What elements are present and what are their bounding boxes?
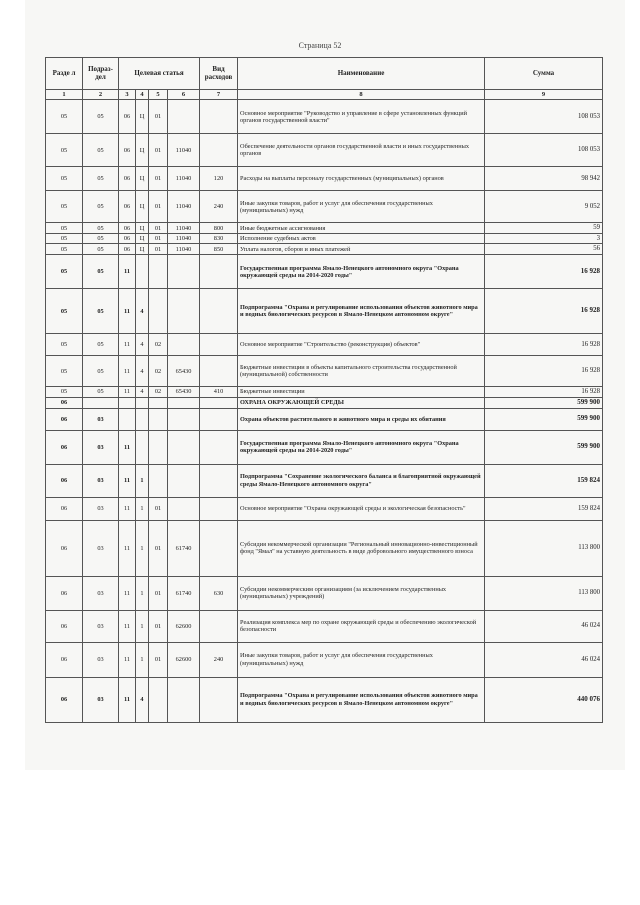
- table-header-row: [46, 58, 603, 90]
- sum-cell: 59: [485, 223, 603, 234]
- column-index-cell: 5: [149, 90, 168, 100]
- sum-cell: 108 053: [485, 134, 603, 167]
- podrazdel-cell: 05: [83, 334, 119, 356]
- razdel-cell: 05: [46, 255, 83, 289]
- vid-cell: 850: [200, 244, 238, 255]
- vid-cell: 240: [200, 642, 238, 677]
- name-cell: Иные закупки товаров, работ и услуг для обеспечения государственных (муниципальных) нужд: [238, 642, 485, 677]
- activity-cell: [149, 430, 168, 464]
- name-cell: Основное мероприятие "Строительство (реконструкция) объектов": [238, 334, 485, 356]
- activity-cell: 01: [149, 191, 168, 223]
- subprogram-cell: [136, 430, 149, 464]
- name-cell: Обеспечение деятельности органов государственной власти и иных государственных органов: [238, 134, 485, 167]
- program-cell: [119, 408, 136, 430]
- razdel-cell: 05: [46, 233, 83, 244]
- direction-cell: 65430: [168, 387, 200, 398]
- subprogram-cell: Ц: [136, 244, 149, 255]
- razdel-cell: 06: [46, 610, 83, 642]
- direction-cell: [168, 430, 200, 464]
- subprogram-cell: Ц: [136, 233, 149, 244]
- column-index-cell: 6: [168, 90, 200, 100]
- sum-cell: 599 900: [485, 408, 603, 430]
- podrazdel-cell: 03: [83, 464, 119, 497]
- razdel-cell: 05: [46, 100, 83, 134]
- table-row: [46, 430, 603, 464]
- activity-cell: 01: [149, 100, 168, 134]
- table-row: [46, 464, 603, 497]
- activity-cell: 01: [149, 223, 168, 234]
- program-cell: 11: [119, 610, 136, 642]
- sum-cell: 440 076: [485, 677, 603, 722]
- vid-cell: 410: [200, 387, 238, 398]
- program-cell: [119, 397, 136, 408]
- subprogram-cell: 4: [136, 356, 149, 387]
- sum-cell: 98 942: [485, 167, 603, 191]
- razdel-cell: 06: [46, 497, 83, 520]
- program-cell: 11: [119, 464, 136, 497]
- vid-cell: 800: [200, 223, 238, 234]
- table-row: [46, 289, 603, 334]
- name-cell: Подпрограмма "Охрана и регулирование использования объектов животного мира и водных биологических ресурсов в Ямало-Ненецком автономном округе": [238, 289, 485, 334]
- subprogram-cell: 1: [136, 520, 149, 576]
- sum-cell: 16 928: [485, 387, 603, 398]
- podrazdel-cell: 03: [83, 576, 119, 610]
- subprogram-cell: [136, 397, 149, 408]
- header-celevaya-statya: Целевая статья: [119, 58, 200, 90]
- vid-cell: [200, 134, 238, 167]
- razdel-cell: 06: [46, 397, 83, 408]
- razdel-cell: 05: [46, 334, 83, 356]
- program-cell: 06: [119, 167, 136, 191]
- podrazdel-cell: 03: [83, 430, 119, 464]
- name-cell: Государственная программа Ямало-Ненецкого автономного округа "Охрана окружающей среды на 2014-2020 годы": [238, 255, 485, 289]
- sum-cell: 16 928: [485, 255, 603, 289]
- subprogram-cell: 1: [136, 642, 149, 677]
- razdel-cell: 06: [46, 430, 83, 464]
- table-row: [46, 397, 603, 408]
- vid-cell: 240: [200, 191, 238, 223]
- name-cell: Уплата налогов, сборов и иных платежей: [238, 244, 485, 255]
- subprogram-cell: 1: [136, 610, 149, 642]
- podrazdel-cell: 05: [83, 167, 119, 191]
- vid-cell: 630: [200, 576, 238, 610]
- name-cell: Субсидия некоммерческой организации "Региональный инновационно-инвестиционный фонд "Ямал" на уставную деятельность в виде добровольного имущественного взноса: [238, 520, 485, 576]
- vid-cell: [200, 520, 238, 576]
- header-summa: Сумма: [485, 58, 603, 90]
- razdel-cell: 05: [46, 223, 83, 234]
- name-cell: Расходы на выплаты персоналу государственных (муниципальных) органов: [238, 167, 485, 191]
- sum-cell: 113 800: [485, 576, 603, 610]
- sum-cell: 46 024: [485, 642, 603, 677]
- page-number: Страница 52: [298, 41, 342, 50]
- name-cell: Иные закупки товаров, работ и услуг для обеспечения государственных (муниципальных) нужд: [238, 191, 485, 223]
- subprogram-cell: Ц: [136, 167, 149, 191]
- name-cell: Исполнение судебных актов: [238, 233, 485, 244]
- table-row: [46, 134, 603, 167]
- activity-cell: [149, 289, 168, 334]
- sum-cell: 9 052: [485, 191, 603, 223]
- program-cell: 11: [119, 387, 136, 398]
- direction-cell: [168, 255, 200, 289]
- header-vid-rashodov: Вид расходов: [200, 58, 238, 90]
- direction-cell: [168, 464, 200, 497]
- table-row: [46, 244, 603, 255]
- podrazdel-cell: 05: [83, 134, 119, 167]
- name-cell: Основное мероприятие "Руководство и управление в сфере установленных функций органов государственной власти": [238, 100, 485, 134]
- podrazdel-cell: 05: [83, 387, 119, 398]
- direction-cell: 62600: [168, 642, 200, 677]
- subprogram-cell: 1: [136, 576, 149, 610]
- program-cell: 06: [119, 233, 136, 244]
- sum-cell: 46 024: [485, 610, 603, 642]
- column-index-cell: 4: [136, 90, 149, 100]
- vid-cell: [200, 255, 238, 289]
- direction-cell: 11040: [168, 223, 200, 234]
- sum-cell: 159 824: [485, 464, 603, 497]
- program-cell: 11: [119, 576, 136, 610]
- name-cell: Субсидии некоммерческим организациям (за исключением государственных (муниципальных) учреждений): [238, 576, 485, 610]
- sum-cell: 16 928: [485, 356, 603, 387]
- razdel-cell: 05: [46, 289, 83, 334]
- column-index-cell: 8: [238, 90, 485, 100]
- table-body: [46, 100, 603, 722]
- program-cell: 11: [119, 642, 136, 677]
- razdel-cell: 05: [46, 167, 83, 191]
- podrazdel-cell: 05: [83, 223, 119, 234]
- sum-cell: 599 900: [485, 397, 603, 408]
- activity-cell: 02: [149, 334, 168, 356]
- column-index-cell: 9: [485, 90, 603, 100]
- table-row: [46, 497, 603, 520]
- activity-cell: 01: [149, 497, 168, 520]
- activity-cell: 01: [149, 134, 168, 167]
- table-row: [46, 223, 603, 234]
- podrazdel-cell: 05: [83, 191, 119, 223]
- sum-cell: 56: [485, 244, 603, 255]
- sum-cell: 16 928: [485, 289, 603, 334]
- table-row: [46, 255, 603, 289]
- sum-cell: 108 053: [485, 100, 603, 134]
- razdel-cell: 05: [46, 244, 83, 255]
- razdel-cell: 05: [46, 134, 83, 167]
- program-cell: 06: [119, 100, 136, 134]
- program-cell: 11: [119, 677, 136, 722]
- activity-cell: 01: [149, 576, 168, 610]
- table-row: [46, 356, 603, 387]
- name-cell: Бюджетные инвестиции: [238, 387, 485, 398]
- table-row: [46, 167, 603, 191]
- sum-cell: 159 824: [485, 497, 603, 520]
- subprogram-cell: Ц: [136, 134, 149, 167]
- direction-cell: [168, 334, 200, 356]
- activity-cell: [149, 255, 168, 289]
- table-row: [46, 520, 603, 576]
- header-razdel: Разде л: [46, 58, 83, 90]
- vid-cell: 120: [200, 167, 238, 191]
- activity-cell: 01: [149, 244, 168, 255]
- subprogram-cell: [136, 408, 149, 430]
- sum-cell: 113 800: [485, 520, 603, 576]
- vid-cell: [200, 334, 238, 356]
- podrazdel-cell: 03: [83, 610, 119, 642]
- direction-cell: [168, 397, 200, 408]
- podrazdel-cell: 03: [83, 497, 119, 520]
- vid-cell: [200, 497, 238, 520]
- subprogram-cell: 1: [136, 497, 149, 520]
- podrazdel-cell: 03: [83, 520, 119, 576]
- budget-table: [45, 57, 603, 723]
- direction-cell: [168, 100, 200, 134]
- name-cell: Государственная программа Ямало-Ненецкого автономного округа "Охрана окружающей среды на 2014-2020 годы": [238, 430, 485, 464]
- razdel-cell: 06: [46, 677, 83, 722]
- direction-cell: [168, 497, 200, 520]
- razdel-cell: 05: [46, 356, 83, 387]
- table-row: [46, 576, 603, 610]
- table-row: [46, 642, 603, 677]
- vid-cell: [200, 408, 238, 430]
- razdel-cell: 06: [46, 520, 83, 576]
- vid-cell: [200, 356, 238, 387]
- vid-cell: [200, 289, 238, 334]
- table-row: [46, 334, 603, 356]
- razdel-cell: 06: [46, 576, 83, 610]
- name-cell: Реализация комплекса мер по охране окружающей среды и обеспечению экологической безопасности: [238, 610, 485, 642]
- vid-cell: [200, 464, 238, 497]
- vid-cell: [200, 397, 238, 408]
- column-index-cell: 2: [83, 90, 119, 100]
- activity-cell: [149, 464, 168, 497]
- direction-cell: [168, 677, 200, 722]
- direction-cell: [168, 289, 200, 334]
- direction-cell: 11040: [168, 233, 200, 244]
- direction-cell: 11040: [168, 167, 200, 191]
- table-row: [46, 677, 603, 722]
- program-cell: 06: [119, 244, 136, 255]
- podrazdel-cell: 05: [83, 100, 119, 134]
- name-cell: Подпрограмма "Охрана и регулирование использования объектов животного мира и водных биологических ресурсов в Ямало-Ненецком автономном округе": [238, 677, 485, 722]
- podrazdel-cell: 05: [83, 289, 119, 334]
- vid-cell: [200, 610, 238, 642]
- sum-cell: 3: [485, 233, 603, 244]
- direction-cell: 11040: [168, 244, 200, 255]
- table-row: [46, 408, 603, 430]
- name-cell: Иные бюджетные ассигнования: [238, 223, 485, 234]
- program-cell: 06: [119, 223, 136, 234]
- subprogram-cell: 1: [136, 464, 149, 497]
- name-cell: Охрана объектов растительного и животного мира и среды их обитания: [238, 408, 485, 430]
- direction-cell: 11040: [168, 134, 200, 167]
- subprogram-cell: 4: [136, 289, 149, 334]
- activity-cell: 01: [149, 642, 168, 677]
- sum-cell: 599 900: [485, 430, 603, 464]
- podrazdel-cell: 05: [83, 233, 119, 244]
- podrazdel-cell: 05: [83, 356, 119, 387]
- direction-cell: 11040: [168, 191, 200, 223]
- subprogram-cell: [136, 255, 149, 289]
- activity-cell: [149, 677, 168, 722]
- column-index-cell: 7: [200, 90, 238, 100]
- column-index-row: [46, 90, 603, 100]
- subprogram-cell: 4: [136, 677, 149, 722]
- podrazdel-cell: [83, 397, 119, 408]
- razdel-cell: 06: [46, 464, 83, 497]
- vid-cell: [200, 100, 238, 134]
- activity-cell: [149, 397, 168, 408]
- podrazdel-cell: 03: [83, 677, 119, 722]
- activity-cell: 02: [149, 387, 168, 398]
- column-index-cell: 3: [119, 90, 136, 100]
- podrazdel-cell: 05: [83, 255, 119, 289]
- program-cell: 11: [119, 497, 136, 520]
- program-cell: 06: [119, 191, 136, 223]
- direction-cell: 61740: [168, 576, 200, 610]
- program-cell: 06: [119, 134, 136, 167]
- activity-cell: 01: [149, 167, 168, 191]
- program-cell: 11: [119, 520, 136, 576]
- table-row: [46, 100, 603, 134]
- table-row: [46, 233, 603, 244]
- activity-cell: 02: [149, 356, 168, 387]
- activity-cell: [149, 408, 168, 430]
- subprogram-cell: Ц: [136, 100, 149, 134]
- razdel-cell: 05: [46, 191, 83, 223]
- header-naimenovanie: Наименование: [238, 58, 485, 90]
- subprogram-cell: Ц: [136, 223, 149, 234]
- direction-cell: 61740: [168, 520, 200, 576]
- vid-cell: [200, 430, 238, 464]
- direction-cell: 65430: [168, 356, 200, 387]
- table-row: [46, 387, 603, 398]
- program-cell: 11: [119, 356, 136, 387]
- subprogram-cell: Ц: [136, 191, 149, 223]
- razdel-cell: 06: [46, 642, 83, 677]
- subprogram-cell: 4: [136, 334, 149, 356]
- direction-cell: 62600: [168, 610, 200, 642]
- table-row: [46, 610, 603, 642]
- header-podrazdel: Подраз- дел: [83, 58, 119, 90]
- table-row: [46, 191, 603, 223]
- sum-cell: 16 928: [485, 334, 603, 356]
- name-cell: ОХРАНА ОКРУЖАЮЩЕЙ СРЕДЫ: [238, 397, 485, 408]
- program-cell: 11: [119, 430, 136, 464]
- name-cell: Подпрограмма "Сохранение экологического баланса и благоприятной окружающей среды Ямало-Ненецкого автономного округа": [238, 464, 485, 497]
- podrazdel-cell: 05: [83, 244, 119, 255]
- direction-cell: [168, 408, 200, 430]
- razdel-cell: 06: [46, 408, 83, 430]
- program-cell: 11: [119, 334, 136, 356]
- program-cell: 11: [119, 289, 136, 334]
- activity-cell: 01: [149, 233, 168, 244]
- vid-cell: [200, 677, 238, 722]
- podrazdel-cell: 03: [83, 408, 119, 430]
- name-cell: Основное мероприятие "Охрана окружающей среды и экологическая безопасность": [238, 497, 485, 520]
- column-index-cell: 1: [46, 90, 83, 100]
- name-cell: Бюджетные инвестиции в объекты капитального строительства государственной (муниципальной) собственности: [238, 356, 485, 387]
- razdel-cell: 05: [46, 387, 83, 398]
- program-cell: 11: [119, 255, 136, 289]
- subprogram-cell: 4: [136, 387, 149, 398]
- vid-cell: 830: [200, 233, 238, 244]
- podrazdel-cell: 03: [83, 642, 119, 677]
- activity-cell: 01: [149, 610, 168, 642]
- activity-cell: 01: [149, 520, 168, 576]
